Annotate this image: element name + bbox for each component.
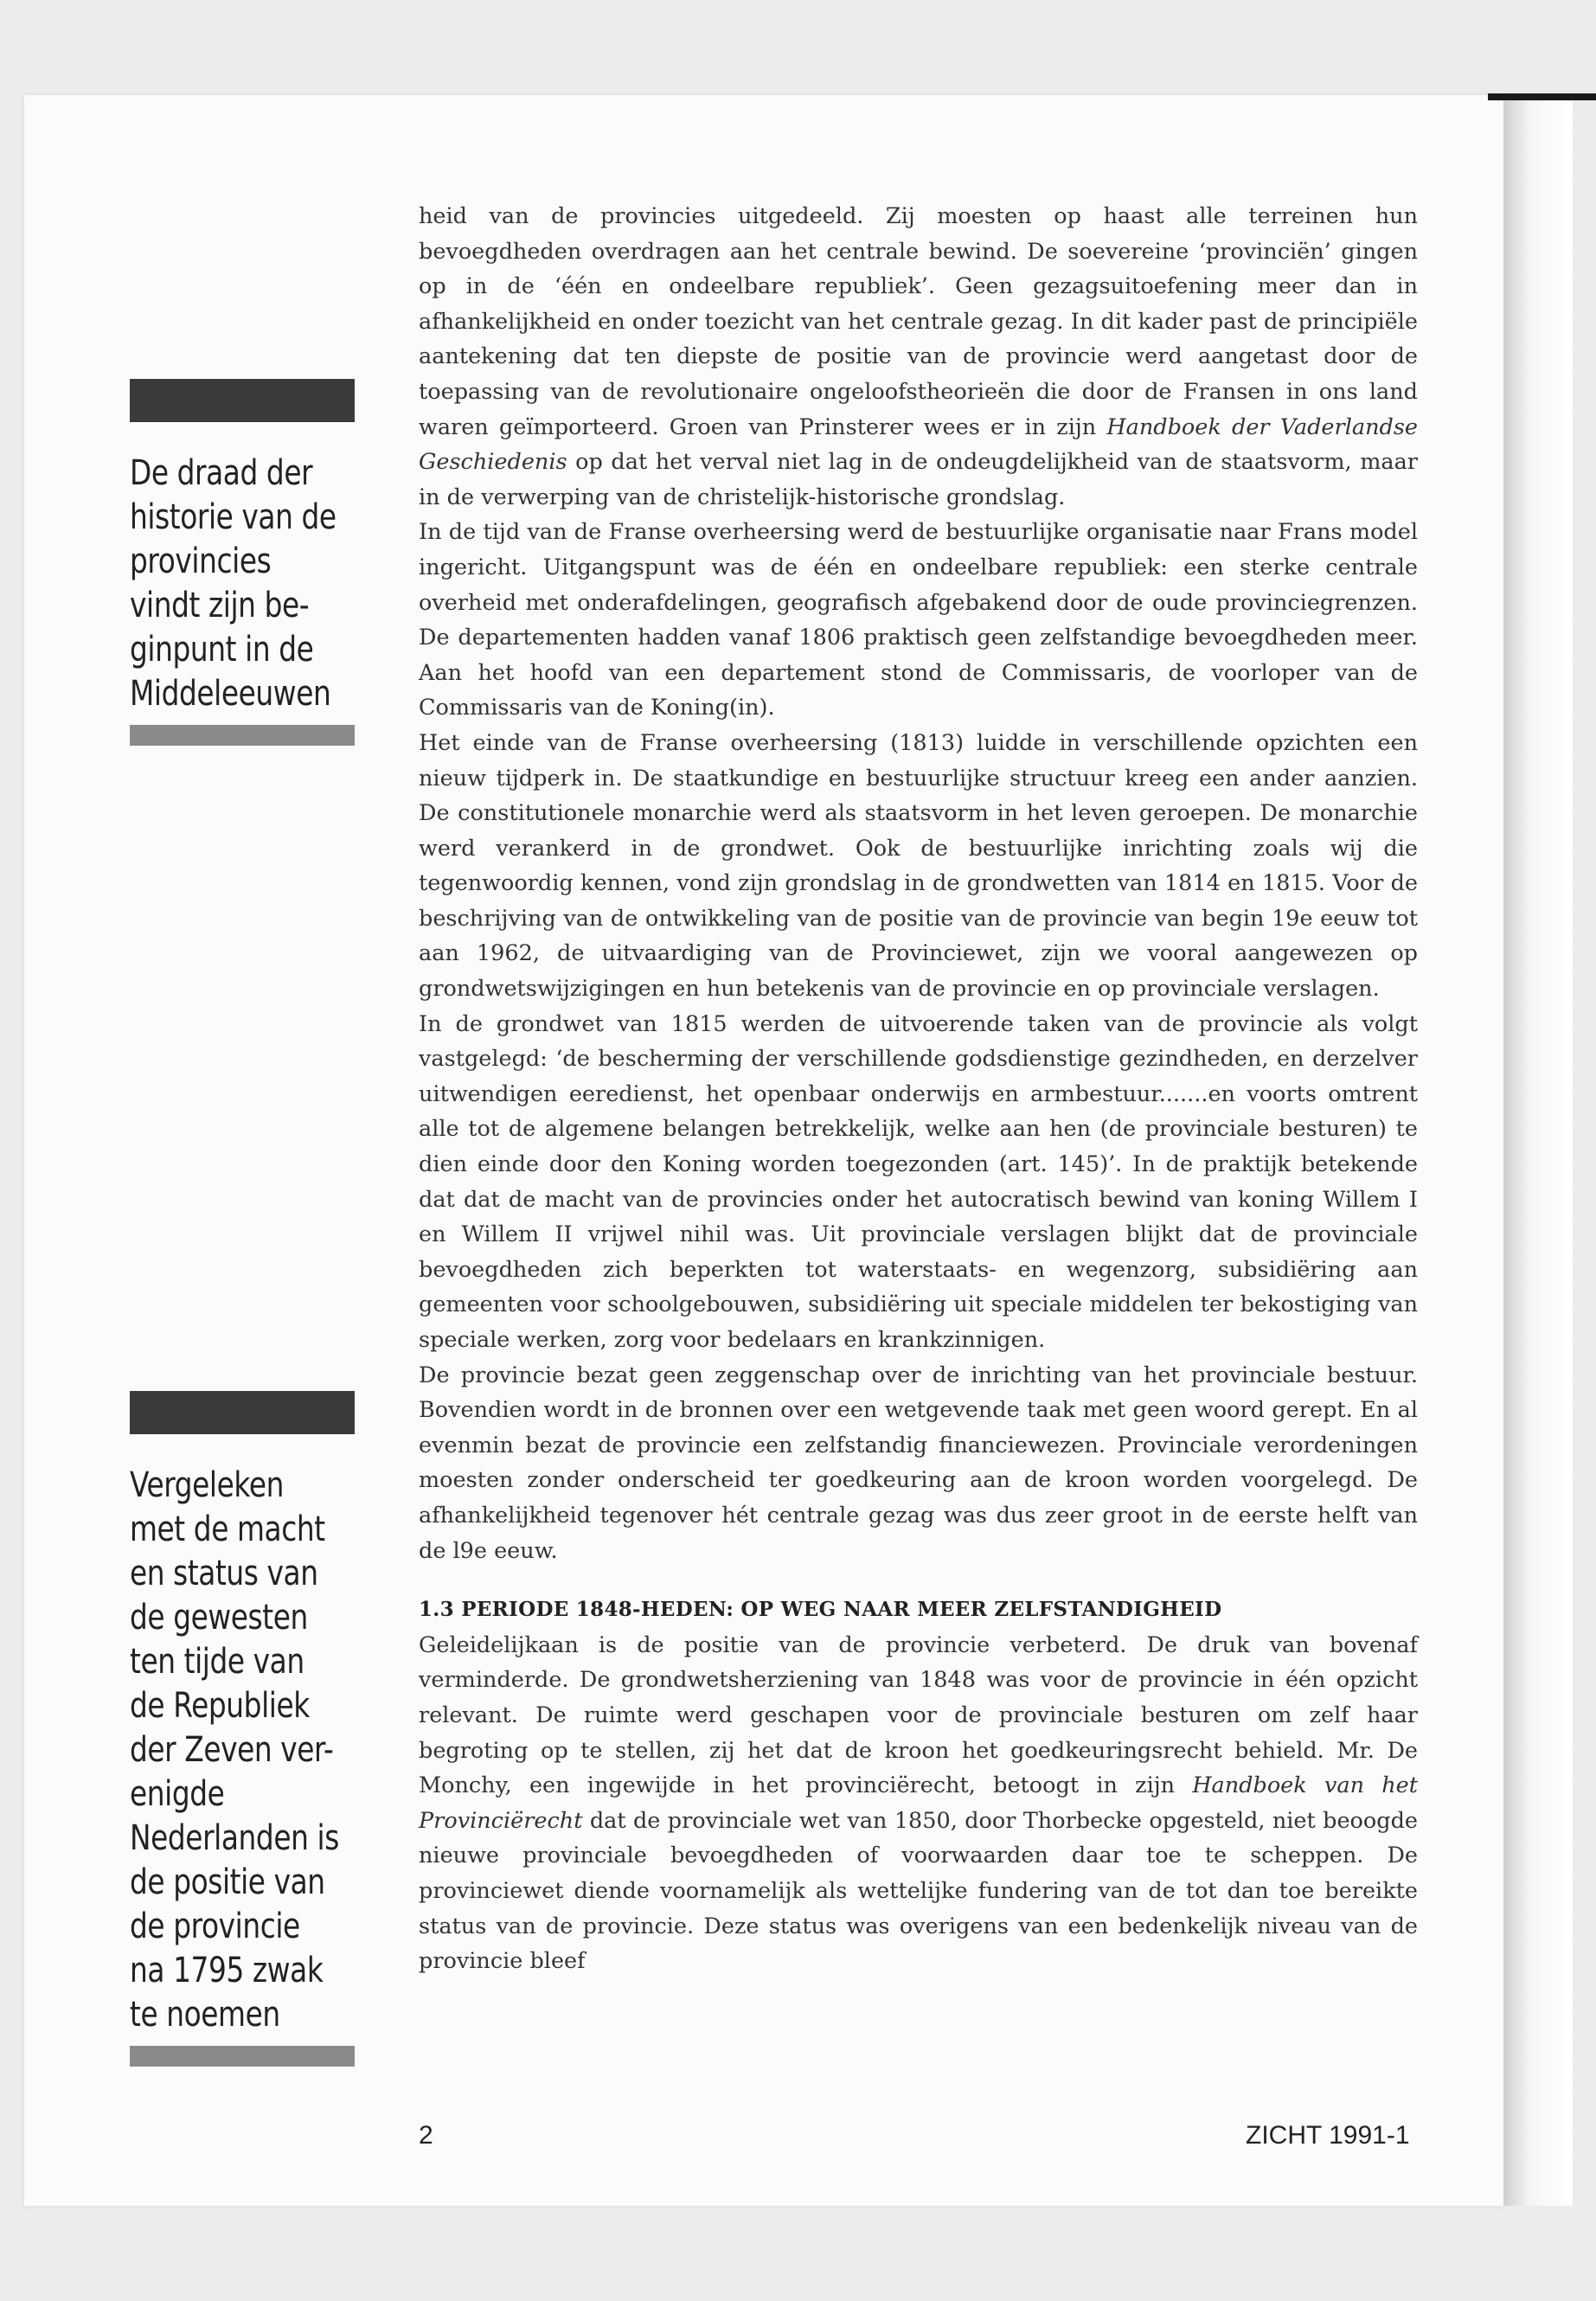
paragraph-text: op dat het verval niet lag in de ondeugdelijkheid van de staatsvorm, maar in de verwerping van de christelijk-historische grondslag. — [419, 449, 1418, 510]
quote-bar-top — [130, 1391, 355, 1434]
paragraph — [419, 1628, 1418, 1979]
paragraph-text: dat de provinciale wet van 1850, door Thorbecke opgesteld, niet beoogde nieuwe provinciale bevoegdheden of voorwaarden daar toe te scheppen. De provinciewet diende voornamelijk als wettelijke fundering van de tot dan toe bereikte status van de provincie. Deze status was overigens van een bedenkelijk niveau van de provincie bleef — [419, 1807, 1418, 1975]
book-title: Handboek der Vaderlandse Geschiedenis — [419, 413, 1418, 476]
adjacent-page-edge — [1503, 95, 1573, 2206]
quote-bar-top — [130, 379, 355, 422]
quote-bar-bottom — [130, 2046, 355, 2067]
sidebar-quote-1 — [130, 379, 355, 746]
section-heading: 1.3 PERIODE 1848-HEDEN: OP WEG NAAR MEER ZELFSTANDIGHEID — [419, 1598, 1222, 1622]
paragraph-text: heid van de provincies uitgedeeld. Zij moesten op haast alle terreinen hun bevoegdheden overdragen aan het centrale bewind. De soevereine ‘provinciën’ gingen op in de ‘één en ondeelbare republiek’. Geen gezagsuitoefening meer dan in afhankelijkheid en onder toezicht van het centrale gezag. In dit kader past de principiële aantekening dat ten diepste de positie van de provincie werd aangetast door de toepassing van de revolutionaire ongeloofstheorieën die door de Fransen in ons land waren geïmporteerd. Groen van Prinsterer wees er in zijn — [419, 203, 1418, 440]
paragraph: In de tijd van de Franse overheersing werd de bestuurlijke organisatie naar Frans model ingericht. Uitgangspunt was de één en ondeelbare republiek: een sterke centrale overheid met onderafdelingen, geografisch afgebakend door de oude provinciegrenzen. De departementen hadden vanaf 1806 praktisch geen zelfstandige bevoegdheden meer. Aan het hoofd van een departement stond de Commissaris, de voorloper van de Commissaris van de Koning(in). — [419, 519, 1418, 721]
paragraph: De provincie bezat geen zeggenschap over de inrichting van het provinciale bestuur. Bovendien wordt in de bronnen over een wetgevende taak met geen woord gerept. En al evenmin bezat de provincie een zelfstandig financiewezen. Provinciale verordeningen moesten zonder onderscheid ter goedkeuring aan de kroon worden voorgelegd. De afhankelijkheid tegenover hét centrale gezag was dus zeer groot in de eerste helft van de l9e eeuw. — [419, 1362, 1418, 1564]
sidebar-quote-2 — [130, 1391, 355, 2067]
page-edge-shadow — [1488, 93, 1596, 100]
paragraph: In de grondwet van 1815 werden de uitvoerende taken van de provincie als volgt vastgelegd: ‘de bescherming der verschillende godsdienstige gezindheden, en derzelver uitwendigen eeredienst, het openbaar onderwijs en armbestuur.......en voorts omtrent alle tot de algemene belangen betrekkelijk, welke aan hen (de provinciale besturen) te dien einde door den Koning worden toegezonden (art. 145)’. In de praktijk betekende dat dat de macht van de provincies onder het autocratisch bewind van koning Willem I en Willem II vrijwel nihil was. Uit provinciale verslagen blijkt dat de provinciale bevoegdheden zich beperkten tot waterstaats- en wegenzorg, subsidiëring aan gemeenten voor schoolgebouwen, subsidiëring uit speciale middelen ter bekostiging van speciale werken, zorg voor bedelaars en krankzinnigen. — [419, 1010, 1418, 1353]
article-body — [419, 199, 1418, 1979]
publication-title: ZICHT 1991-1 — [1246, 2121, 1410, 2150]
quote-bar-bottom — [130, 725, 355, 746]
paragraph — [419, 199, 1418, 515]
page-number: 2 — [419, 2121, 433, 2150]
paragraph-text: Geleidelijkaan is de positie van de provincie verbeterd. De druk van bovenaf verminderde. De grondwetsherziening van 1848 was voor de provincie in één opzicht relevant. De ruimte werd geschapen voor de provinciale besturen om zelf haar begroting op te stellen, zij het dat de kroon het goedkeuringsrecht behield. Mr. De Monchy, een ingewijde in het provinciërecht, betoogt in zijn — [419, 1631, 1418, 1799]
book-title: Handboek van het Provinciërecht — [419, 1772, 1418, 1834]
pull-quote-text: Vergeleken met de macht en status van de gewesten ten tijde van de Republiek der Zeven ver- enigde Nederlanden is de positie van de provincie na 1795 zwak te noemen — [130, 1465, 339, 2035]
pull-quote-text: De draad der historie van de provincies vindt zijn be- ginpunt in de Middeleeuwen — [130, 453, 337, 714]
paragraph: Het einde van de Franse overheersing (1813) luidde in verschillende opzichten een nieuw tijdperk in. De staatkundige en bestuurlijke structuur kreeg een ander aanzien. De constitutionele monarchie werd als staatsvorm in het leven geroepen. De monarchie werd verankerd in de grondwet. Ook de bestuurlijke inrichting zoals wij die tegenwoordig kennen, vond zijn grondslag in de grondwetten van 1814 en 1815. Voor de beschrijving van de ontwikkeling van de positie van de provincie van begin 19e eeuw tot aan 1962, de uitvaardiging van de Provinciewet, zijn we vooral aangewezen op grondwetswijzigingen en hun betekenis van de provincie en op provinciale verslagen. — [419, 729, 1418, 1003]
